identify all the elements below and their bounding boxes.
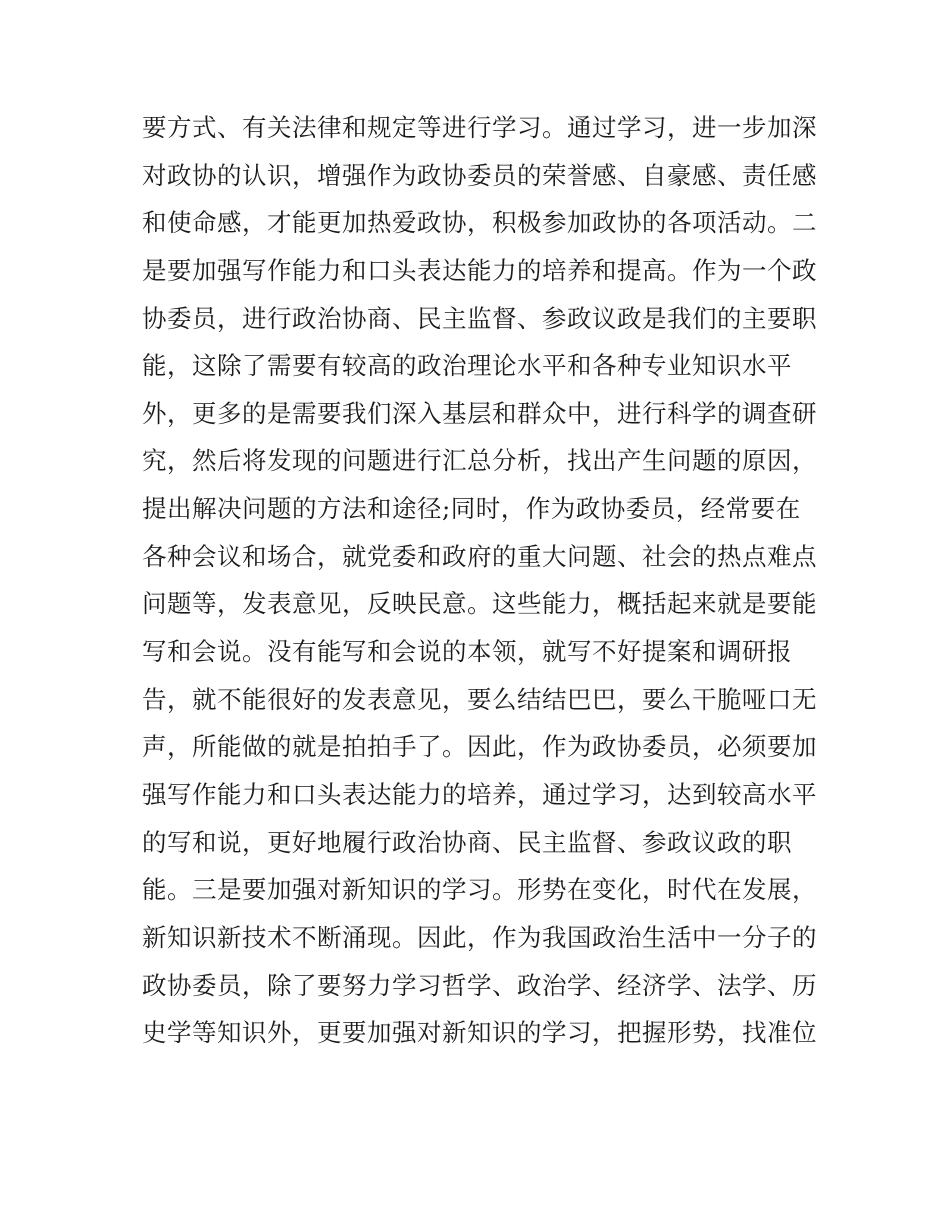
text-line: 写和会说。没有能写和会说的本领，就写不好提案和调研报 bbox=[142, 637, 792, 667]
text-line: 对政协的认识，增强作为政协委员的荣誉感、自豪感、责任感 bbox=[142, 160, 817, 190]
text-line: 能，这除了需要有较高的政治理论水平和各种专业知识水平 bbox=[142, 351, 792, 381]
text-line: 能。三是要加强对新知识的学习。形势在变化，时代在发展， bbox=[142, 875, 817, 905]
text-line: 声，所能做的就是拍拍手了。因此，作为政协委员，必须要加 bbox=[142, 732, 817, 762]
text-line: 协委员，进行政治协商、民主监督、参政议政是我们的主要职 bbox=[142, 303, 817, 333]
text-line: 各种会议和场合，就党委和政府的重大问题、社会的热点难点 bbox=[142, 541, 817, 571]
text-line: 的写和说，更好地履行政治协商、民主监督、参政议政的职 bbox=[142, 827, 792, 857]
text-line: 史学等知识外，更要加强对新知识的学习，把握形势，找准位 bbox=[142, 1018, 817, 1048]
text-line: 是要加强写作能力和口头表达能力的培养和提高。作为一个政 bbox=[142, 255, 817, 285]
text-line: 新知识新技术不断涌现。因此，作为我国政治生活中一分子的 bbox=[142, 922, 817, 952]
text-line: 问题等，发表意见，反映民意。这些能力，概括起来就是要能 bbox=[142, 589, 817, 619]
text-line: 究，然后将发现的问题进行汇总分析，找出产生问题的原因， bbox=[142, 446, 817, 476]
text-line: 外，更多的是需要我们深入基层和群众中，进行科学的调查研 bbox=[142, 398, 817, 428]
text-line: 和使命感，才能更加热爱政协，积极参加政协的各项活动。二 bbox=[142, 208, 817, 238]
text-line: 要方式、有关法律和规定等进行学习。通过学习，进一步加深 bbox=[142, 113, 817, 142]
text-line: 政协委员，除了要努力学习哲学、政治学、经济学、法学、历 bbox=[142, 970, 817, 1000]
text-line: 提出解决问题的方法和途径;同时，作为政协委员，经常要在 bbox=[142, 494, 801, 524]
text-line: 强写作能力和口头表达能力的培养，通过学习，达到较高水平 bbox=[142, 779, 817, 809]
body-text bbox=[142, 104, 822, 1057]
text-line: 告，就不能很好的发表意见，要么结结巴巴，要么干脆哑口无 bbox=[142, 684, 817, 714]
